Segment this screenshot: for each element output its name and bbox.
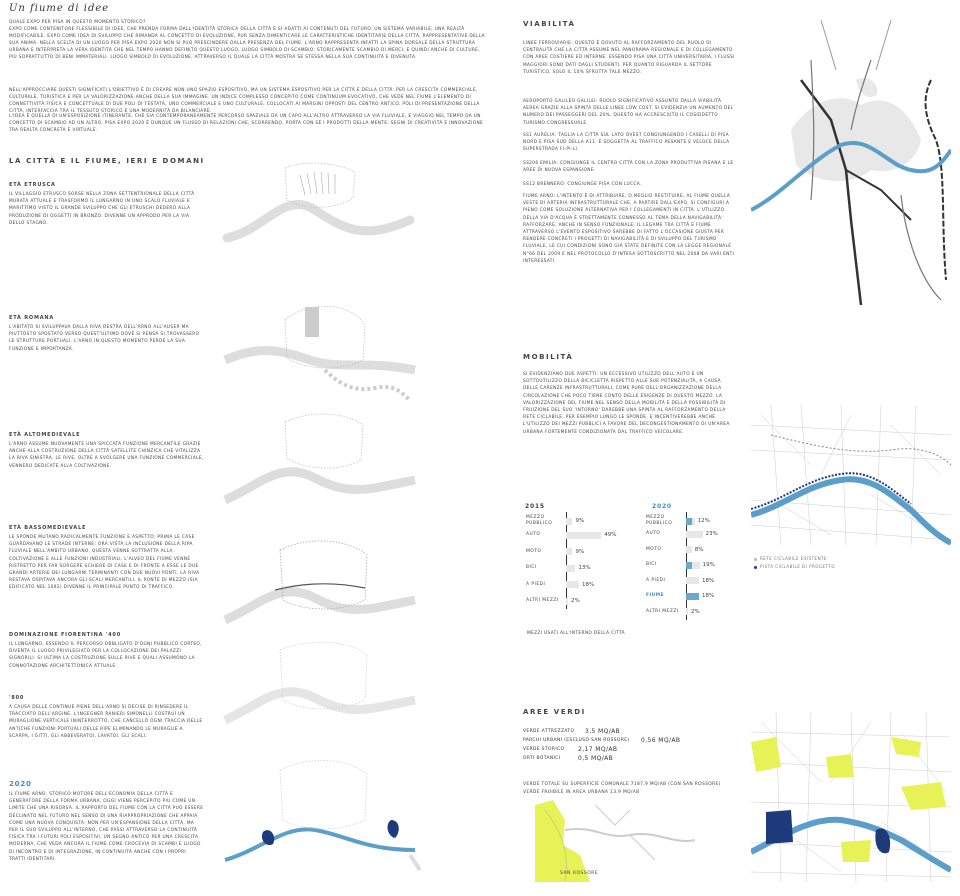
aree-verdi-total: VERDE TOTALE SU SUPERFICIE COMUNALE 7187,9 MQ/AB (CON SAN ROSSORE) (523, 782, 721, 787)
bar (566, 518, 572, 525)
river-sketch-altomedievale (225, 472, 415, 500)
bar (566, 532, 601, 539)
bar (686, 518, 695, 525)
aree-verdi-fruibile: VERDE FRUIBILE IN AREA URBANA 13,9 MQ/AB (523, 790, 640, 795)
river-sketch-bassomedievale (225, 592, 415, 620)
bar-label: MEZZO PUBBLICO (526, 515, 553, 526)
san-rossore-map (535, 800, 695, 882)
era-text: IL VILLAGGIO ETRUSCO SORSE NELLA ZONA SETTENTRIONALE DELLA CITTÀ MURATA ATTUALE E TRASFORMÒ IL LUNGARNO IN UNO SCALO FLUVIALE E MARITTIMO VISTO IL GRANDE SVILUPPO CHE GLI ETRUSCHI DEDERO ALLA PRODUZIONE DI OGGETTI IN BRONZO. DIVENNE UN APPRODO PER LA VIA DELLO STAGNO. (9, 192, 195, 226)
bar-value: 8% (694, 546, 704, 553)
bar-row (646, 546, 703, 553)
bar (566, 548, 572, 555)
bar-value: 2% (691, 608, 700, 615)
bar-row (526, 532, 617, 539)
viabilita-heading: VIABILITÀ (523, 20, 576, 28)
bar-value: 49% (604, 532, 617, 538)
history-heading: LA CITTÀ E IL FIUME, IERI E DOMANI (9, 157, 205, 165)
bar-label: BICI (526, 565, 537, 570)
aree-verdi-heading: AREE VERDI (523, 708, 586, 716)
bar-label: AUTO (646, 531, 661, 536)
bar-label: A PIEDI (646, 577, 666, 583)
river-sketch-roman (225, 351, 415, 370)
etruscan-settlement (300, 172, 335, 195)
mobilita-map (751, 405, 951, 545)
bike-network-existing (771, 435, 951, 465)
pole-west (766, 810, 793, 844)
bar-label: A PIEDI (526, 581, 546, 587)
green-area-3 (891, 737, 921, 757)
bar (566, 565, 575, 572)
era-title: DOMINAZIONE FIORENTINA '400 (9, 632, 121, 638)
bar (686, 593, 699, 600)
era-text: IL FIUME ARNO, STORICO MOTORE DELL'ECONOMIA DELLA CITTÀ E GENERATORE DELLA FORMA URBANA, OGGI VIENE PERCEPITO PIÙ COME UN LIMITE CHE UNA RISORSA. IL RAPPORTO DEL FIUME CON LA CITTÀ PUÒ ESSERE DECLINATO NEL FUTURO NEL SENSO DI UNA RIAPPROPRIAZIONE CHE APPAIA COME UNA NUOVA CONQUISTA: NON PER UN'ESPANSIONE DELLA CITTÀ, MA PER IL SUO SVILUPPO ALL'INTERNO, CHE PASSI ATTRAVERSO LA CONTINUITÀ FISICA TRA I FUTURI POLI ESPOSITIVI, UN SEGNO ANTICO PER UNA CRESCITA MODERNA, CHE VEDA ANCORA IL FIUME COME CROCEVIA DI SCAMBI E LUOGO DI INCONTRO E DI INTEGRAZIONE, IN CONTINUITÀ ANCHE CON I PROPRI TRATTI IDENTITARI. (9, 792, 204, 862)
intro-paragraph-3: L'IDEA È QUELLA DI UN'ESPOSIZIONE ITINERANTE, CHE SIA CONTEMPORANEAMENTE PERCORSO SPAZIALE DA UN CAPO ALL'ALTRO ATTRAVERSO LA VIA FLUVIALE, E VIAGGIO NEL TEMPO DA UN CONCETTO DI SCAMBIO AD UN ALTRO. PISA EXPO 2020 È DUNQUE UN FLUSSO DI RELAZIONI CHE, SCORRENDO, PORTA CON SÉ I PRODOTTI DELLA MENTE: SEGNI DI CREATIVITÀ E INNOVAZIONE TRA REALTÀ CONCRETA E VIRTUALE. (9, 114, 484, 133)
era-title: ETÀ BASSOMEDIEVALE (9, 525, 87, 531)
river-2020 (225, 829, 415, 860)
green-area-2 (826, 754, 854, 778)
viabilita-item: AEROPORTO GALILEO GALILEI: RUOLO SIGNIFICATIVO ASSUNTO DALLA VIABILITÀ AEREA GRAZIE ALLA SPINTA DELLE LINEE LOW COST. SI EVIDENZIA UN AUMENTO DEL NUMERO DEI PASSEGGERI DEL 20%. QUESTO HA ACCRESCIUTO IL COSIDDETTO TURISMO CONGRESSUALE. (523, 99, 734, 126)
era-text: A CAUSA DELLE CONTINUE PIENE DELL'ARNO SI DECISE DI RINSEDERE IL TRACCIATO DELL'ARGINE. L'INGEGNER RANIERI SIMONELLI COSTRUÌ UN MURAGLIONE VERTICALE ININTERROTTO, CHE CANCELLÒ OGNI TRACCIA DELLE ANTICHE FUNZIONI PORTUALI DELLE RIPE ELIMINANDO LE MURAGLIE A SCARPA, I GITTI, GLI ABBEVERATOI, LAVATOI, GLI SCALI. (9, 705, 203, 739)
bar-label: MEZZO PUBBLICO (646, 515, 673, 526)
viabilita-item: SS206 EMILIA: CONGIUNGE IL CENTRO CITTÀ CON LA ZONA PRODUTTIVA PISANA E LE AREE DI NUOVA ESPANSIONE. (523, 161, 734, 174)
bar-value: 18% (581, 581, 595, 588)
ss206-road (901, 195, 941, 300)
bar-value: 23% (705, 531, 718, 537)
bar-label: MOTO (646, 546, 662, 552)
highway (926, 80, 946, 280)
bar-label: MOTO (526, 548, 542, 554)
bar-value: 9% (575, 518, 585, 524)
bar-value: 18% (701, 593, 715, 599)
bar (686, 546, 692, 553)
walls-2020 (280, 760, 367, 829)
bar-row (646, 515, 710, 527)
bar-row (526, 581, 594, 588)
san-rossore-label: SAN ROSSORE (560, 871, 599, 876)
bar-row (526, 548, 584, 555)
river-sketch-etruscan (227, 204, 410, 238)
bar-label: FIUME (646, 593, 665, 598)
bar (566, 598, 568, 605)
history-sketches (215, 160, 425, 895)
bar (686, 577, 699, 584)
era-title: ETÀ ALTOMEDIEVALE (9, 432, 81, 438)
bar-value: 18% (701, 577, 715, 584)
map-legend: RETE CICLABILE ESISTENTE PISTA CICLABILE DI PROGETTO (754, 555, 835, 571)
bar-value: 19% (702, 562, 715, 568)
road-sketch (595, 805, 655, 860)
bar-label: ALTRI MEZZI (646, 608, 679, 614)
viabilita-item: LINEE FERROVIARIE: QUESTO È DOVUTO AL RAFFORZAMENTO DEL RUOLO DI CENTRALITÀ CHE LA CITTÀ ASSUME NEL PANORAMA REGIONALE E DI COLLEGAMENTO CON AREE COSTIERE ED INTERNE. ESSENDO PISA UNA CITTÀ UNIVERSITARIA, I FLUSSI MAGGIORI SONO DATI DAGLI STUDENTI. PER QUANTO RIGUARDA IL SETTORE TURISTICO, SOLO IL 10% SFRUTTA TALE MEZZO. (523, 41, 735, 75)
bar-label: AUTO (526, 532, 541, 537)
intro-paragraph-1: EXPO COME CONTENITORE FLESSIBILE DI IDEE, CHE PRENDA FORMA DALL'IDENTITÀ STORICA DELLA CITTÀ E SI ADATTI AI CONTENUTI DEL FUTURO. UN SISTEMA VARIABILE, UNA REALTÀ MODIFICABILE. EXPO COME IDEA DI SVILUPPO CHE RIMANDA AL CONCETTO DI EVOLUZIONE, PUR SENZA DIMENTICARE LE CARATTERISTICHE IDENTITARIE DELLA CITTÀ, RAPPRESENTATIVE DELLA SUA ANIMA. NELLA SCELTA DI UN LUOGO PER PISA EXPO 2020 NON SI PUÒ PRESCINDERE DALLA PRESENZA DEL FIUME: L'ARNO RAPPRESENTA INFATTI LA SPINA DORSALE DELLA STRUTTURA URBANA E INTERPRETA LA VERA IDENTITÀ CHE NEL TEMPO HANNO DEFINITO QUESTO LUOGO. LUOGO SIMBOLO DI SCAMBIO: STORICAMENTE SCAMBIO DI MERCI, E QUINDI ANCHE DI CULTURE, PIÙ SOPRATTUTTO DI BENI IMMATERIALI. LUOGO SIMBOLO DI EVOLUZIONE, ATTRAVERSO IL QUALE LA CITTÀ MOSTRA SE STESSA NELLA SUA CONTINUITÀ E DIVENUTA. (9, 27, 485, 60)
mobilita-heading: MOBILITÀ (523, 353, 574, 361)
road-north (821, 20, 891, 70)
arno-river (751, 479, 951, 543)
green-area-5 (841, 840, 871, 862)
river-sketch-fiorentina (225, 692, 415, 720)
mobilita-text: SI EVIDENZIANO DUE ASPETTI: UN ECCESSIVO UTILIZZO DELL'AUTO E UN SOTTOUTILIZZO DELLA BICICLETTA RISPETTO ALLE SUE POTENZIALITÀ, A CAUSA DELLE CARENZE INFRASTRUTTURALI, COME PURE DELL'ORGANIZZAZIONE DELLA CIRCOLAZIONE CHE POCO TIENE CONTO DELLE ESIGENZE DI QUESTO MEZZO. LA VALORIZZAZIONE DEL FIUME NEL SENSO DELLA MOBILITÀ E DELLA POSSIBILITÀ DI FRUIZIONE DEL SUO 'INTORNO' DAREBBE UNA SPINTA AL RAFFORZAMENTO DELLA RETE CICLABILE, PER ESEMPIO LUNGO LE SPONDE, E INCENTIVEREBBE ANCHE L'UTILIZZO DEI MEZZI PUBBLICI A FAVORE DEL DECONGESTIONAMENTO DI UN'AREA URBANA FORTEMENTE CONDIZIONATA DAL TRAFFICO VEICOLARE. (523, 372, 730, 435)
chart-title: MEZZI USATI ALL'INTERNO DELLA CITTÀ (527, 631, 625, 636)
bar-row (646, 531, 718, 538)
bar-value: 13% (578, 565, 591, 571)
page-title: Un fiume di idee (9, 3, 110, 14)
intro-question: QUALE EXPO PER PISA IN QUESTO MOMENTO STORICO? (9, 20, 146, 25)
intro-paragraph-2: NELL'APPROCCIARE QUESTI SIGNIFICATI L'OBIETTIVO È DI CREARE NON UNO SPAZIO ESPOSITIVO, MA UN SISTEMA ESPOSITIVO PER LA CITTÀ E DELLA CITTÀ: PER LA CRESCITA COMMERCIALE, CULTURALE, TURISTICA E PER LA VALORIZZAZIONE ANCHE DELLA SUA IMMAGINE. UN INDICE COMPLESSO CONCEPITO COME CONTINUUM EVOCATIVO, CHE VEDE NEL FIUME L'ELEMENTO DI CONNETTIVITÀ FISICA E CONCETTUALE DI DUE POLI DI TESTATA, UNO COMMERCIALE E UNO CULTURALE, COLLOCATI AI MARGINI OPPOSTI DEL CENTRO ANTICO. POLI DI PRESENTAZIONE DELLA CITTÀ, INTERFACCIA TRA IL TESSUTO STORICO E UNA MODERNITÀ DA BILANCIARE. (9, 88, 480, 114)
bar (686, 562, 700, 569)
altomedievale-walls (285, 414, 363, 468)
chart-year-2015: 2015 (525, 503, 545, 510)
bar-row (526, 515, 584, 527)
era-title: '800 (9, 695, 25, 701)
viabilita-item: SS1 AURELIA: TAGLIA LA CITTÀ SUL LATO OVEST CONGIUNGENDO I CASELLI DI PISA NORD E PISA SUD DELLA A11. È SOGGETTA AL TRAFFICO PESANTE E VELOCE DELLA SUPERSTRADA FI-PI-LI. (523, 133, 730, 153)
bar-value: 9% (575, 548, 585, 555)
era-text: L'ARNO ASSUME NUOVAMENTE UNA SPICCATA FUNZIONE MERCANTILE GRAZIE ANCHE ALLA COSTRUZIONE DELLA CITTÀ SATELLITE CHINZICA CHE VITALIZZA LA RIVA SINISTRA. LE RIVE, OLTRE A SVOLGERE UNA FUNZIONE COMMERCIALE, VENNERO DEDICATE ALLA COLTIVAZIONE. (9, 442, 204, 469)
green-area-1 (751, 737, 781, 772)
era-text: IL LUNGARNO, ESSENDO IL PERCORSO OBBLIGATO D'OGNI PUBBLICO CORTEO, DIVENTA IL LUOGO PRIVILEGIATO PER LA COLLOCAZIONE DEI PALAZZI SIGNORILI. SI ULTIMA LA COSTRUZIONE SULLE RIVE E QUALI ASSUMONO LA CONNOTAZIONE ARCHITETTONICA ATTUALE. (9, 642, 202, 669)
chart-year-2020: 2020 (652, 503, 672, 510)
auser-river (325, 370, 410, 400)
viabilita-item: SS12 BRENNERO: CONGIUNGE PISA CON LUCCA. (523, 182, 642, 187)
river-fade (410, 855, 420, 870)
era-title: ETÀ ETRUSCA (9, 182, 56, 188)
urban-area-small (856, 78, 877, 97)
bar-row (526, 565, 591, 572)
bar-value: 2% (571, 598, 580, 604)
bar-row (646, 593, 714, 600)
era-text: L'ABITATO SI SVILUPPAVA DALLA RIVA DESTRA DELL'ARNO ALL'AUSER MA PIUTTOSTO SPOSTATO VERSO QUEST'ULTIMO DOVE SI PENSA SI TROVASSERO LE STRUTTURE PORTUALI. L'ARNO IN QUESTO MOMENTO PERDE LA SUA FUNZIONE E IMPORTANZA. (9, 325, 200, 352)
bar-row (646, 608, 700, 615)
viabilita-map (751, 20, 951, 310)
bar-label: ALTRI MEZZI (526, 598, 559, 603)
bar-value: 12% (697, 518, 710, 524)
aree-verdi-table: VERDE ATTREZZATO 3,5 MQ/AB PARCHI URBANI (ESCLUSO SAN ROSSORE) 0,56 MQ/AB VERDE STORICO 2,17 MQ/AB ORTI BOTANICI 0,5 MQ/AB (523, 728, 681, 762)
era-text: LE SPONDE MUTANO RADICALMENTE FUNZIONE E ASPETTO: PRIMA LE CASE GUARDAVANO LE STRADE INTERNE; ORA VISTA LA INCLUSIONE DELLA RIPA FLUVIALE NELL'AMBITO URBANO, QUESTA VENNE SOTTRATTA ALLA COLTIVAZIONE E ALLE FUNZIONI INDUSTRIALI. L'ALVEO DEL FIUME VENNE RISTRETTO PER FAR SORGERE SCHIERE DI CASE E DI FRONTE A ESSE LE DUE GRANDI ARTERIE DEI LUNGARNI TERMINANTI CON DUE NUOVI PONTI. LA RIVA RESTAVA OSPITAVA ANCORA GLI SCALI MERCANTILI. IL PONTE DI MEZZO (SIA EDIFICATO NEL 1092) DIVENNE IL PRINCIPALE PUNTO DI TRAFFICO. (9, 535, 200, 591)
bar (686, 531, 703, 538)
bar-row (646, 562, 715, 569)
era-title: 2020 (9, 780, 32, 788)
bar (566, 581, 579, 588)
viabilita-arno: FIUME ARNO: L'INTENTO È DI ATTRIBUIRE, O MEGLIO RESTITUIRE, AL FIUME QUELLA VESTE DI ARTERIA INFRASTRUTTURALE CHE, A PARTIRE DALL'EXPO, SI CONFIGURI A PIENO COME SOLUZIONE ALTERNATIVA PER I COLLEGAMENTI IN CITTÀ. L'UTILIZZO DELLA VIA D'ACQUA È STRETTAMENTE CONNESSO AL TEMA DELLA NAVIGABILITÀ: RAFFORZARE, ANCHE IN SENSO FUNZIONALE, IL LEGAME TRA CITTÀ E FIUME ATTRAVERSO L'EVENTO ESPOSITIVO SAREBBE DI FATTO L'OCCASIONE GIUSTA PER RENDERE CONCRETI I PROGETTI DI NAVIGABILITÀ E DI SVILUPPO DEL TURISMO FLUVIALE, LE CUI CONDIZIONI SONO GIÀ STATE DEFINITE CON LA LEGGE REGIONALE N°66 DEL 2009 E NEL PROTOCOLLO D'INTESA SOTTOSCRITTO NEL 2008 DA VARI ENTI INTERESSATI. (523, 194, 735, 264)
pole-east (388, 820, 399, 838)
bar (686, 608, 688, 615)
bar-row (526, 598, 580, 605)
bar-row (646, 577, 714, 584)
roman-settlement (305, 307, 319, 337)
legend-dot-existing (754, 558, 757, 561)
aree-verdi-map (751, 712, 951, 882)
bar-label: BICI (646, 562, 657, 567)
legend-dot-project (754, 566, 757, 569)
era-title: ETÀ ROMANA (9, 315, 55, 321)
